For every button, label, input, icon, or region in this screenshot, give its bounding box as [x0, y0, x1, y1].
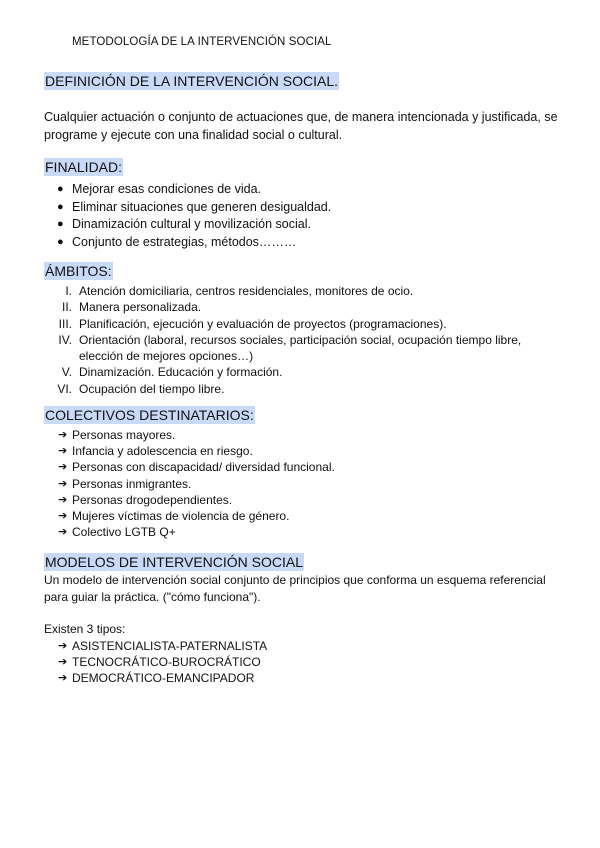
- arrow-icon: ➔: [58, 477, 68, 490]
- heading-ambitos: ÁMBITOS:: [45, 263, 112, 279]
- modelos-list: [44, 638, 564, 687]
- list-item: [44, 199, 564, 217]
- list-item: [44, 508, 564, 524]
- modelos-intro: Existen 3 tipos:: [44, 622, 126, 636]
- list-item: [44, 638, 564, 654]
- list-item-text: Orientación (laboral, recursos sociales, participación social, ocupación tiempo libre, elección de mejores opciones…): [79, 332, 522, 364]
- list-item: [44, 364, 564, 380]
- section-modelos: [44, 553, 564, 686]
- list-item: [44, 234, 564, 252]
- arrow-icon: ➔: [58, 655, 68, 668]
- list-item: [44, 476, 564, 492]
- list-item-text: Eliminar situaciones que generen desigualdad.: [72, 199, 332, 214]
- bullet-icon: ●: [57, 200, 64, 213]
- heading-colectivos: COLECTIVOS DESTINATARIOS:: [45, 407, 254, 423]
- finalidad-list: [44, 181, 564, 251]
- list-item: [44, 381, 564, 397]
- arrow-icon: ➔: [58, 461, 68, 474]
- list-item-text: Mejorar esas condiciones de vida.: [72, 182, 261, 196]
- roman-numeral: III.: [58, 316, 72, 331]
- list-item: [44, 670, 564, 686]
- list-item-text: Personas drogodependientes.: [72, 492, 233, 507]
- roman-numeral: VI.: [57, 381, 72, 396]
- modelos-text: Un modelo de intervención social conjunto de principios que conforma un esquema referencial para guiar la práctica. ("cómo funciona").: [44, 573, 546, 604]
- list-item-text: ASISTENCIALISTA-PATERNALISTA: [72, 638, 268, 653]
- list-item-text: Dinamización cultural y movilización social.: [72, 217, 311, 231]
- colectivos-list: [44, 427, 564, 540]
- heading-modelos: MODELOS DE INTERVENCIÓN SOCIAL: [45, 554, 304, 570]
- list-item-text: Atención domiciliaria, centros residenciales, monitores de ocio.: [79, 284, 414, 298]
- heading-finalidad: FINALIDAD:: [45, 159, 123, 175]
- section-ambitos: [44, 262, 564, 397]
- list-item-text: Ocupación del tiempo libre.: [79, 381, 225, 396]
- list-item: [44, 427, 564, 443]
- list-item-text: Dinamización. Educación y formación.: [79, 365, 283, 380]
- list-item: [44, 181, 564, 199]
- list-item: [44, 459, 564, 475]
- arrow-icon: ➔: [58, 445, 68, 458]
- list-item-text: Personas con discapacidad/ diversidad funcional.: [72, 460, 335, 475]
- list-item: [44, 299, 564, 315]
- arrow-icon: ➔: [58, 510, 68, 523]
- bullet-icon: ●: [57, 183, 64, 195]
- heading-definicion: DEFINICIÓN DE LA INTERVENCIÓN SOCIAL.: [45, 73, 339, 89]
- arrow-icon: ➔: [58, 671, 68, 684]
- arrow-icon: ➔: [58, 493, 68, 506]
- list-item: [44, 216, 564, 234]
- bullet-icon: ●: [57, 218, 64, 230]
- list-item-text: Planificación, ejecución y evaluación de proyectos (programaciones).: [79, 316, 447, 331]
- definicion-text: Cualquier actuación o conjunto de actuaciones que, de manera intencionada y justificada, se programe y ejecute con una finalidad social o cultural.: [44, 110, 558, 142]
- ambitos-list: [44, 283, 564, 397]
- list-item: [44, 524, 564, 540]
- roman-numeral: I.: [65, 284, 72, 298]
- list-item: [44, 332, 564, 365]
- list-item-text: Conjunto de estrategias, métodos………: [72, 234, 297, 249]
- list-item: [44, 283, 564, 299]
- list-item: [44, 654, 564, 670]
- roman-numeral: IV.: [58, 332, 72, 347]
- arrow-icon: ➔: [58, 639, 68, 652]
- list-item: [44, 492, 564, 508]
- roman-numeral: II.: [61, 300, 72, 315]
- page-header: METODOLOGÍA DE LA INTERVENCIÓN SOCIAL: [72, 36, 332, 48]
- list-item-text: Personas mayores.: [72, 428, 176, 442]
- list-item-text: Colectivo LGTB Q+: [72, 525, 176, 540]
- list-item-text: DEMOCRÁTICO-EMANCIPADOR: [72, 670, 255, 685]
- list-item-text: TECNOCRÁTICO-BUROCRÁTICO: [72, 654, 261, 669]
- bullet-icon: ●: [57, 235, 64, 248]
- section-finalidad: [44, 158, 564, 251]
- list-item-text: Personas inmigrantes.: [72, 476, 192, 491]
- section-colectivos: [44, 406, 564, 540]
- arrow-icon: ➔: [58, 429, 68, 441]
- section-definicion: [44, 72, 564, 144]
- list-item: [44, 316, 564, 332]
- list-item-text: Manera personalizada.: [79, 300, 202, 315]
- list-item-text: Infancia y adolescencia en riesgo.: [72, 444, 253, 459]
- list-item: [44, 443, 564, 459]
- list-item-text: Mujeres víctimas de violencia de género.: [72, 509, 290, 524]
- roman-numeral: V.: [61, 365, 72, 380]
- arrow-icon: ➔: [58, 526, 68, 539]
